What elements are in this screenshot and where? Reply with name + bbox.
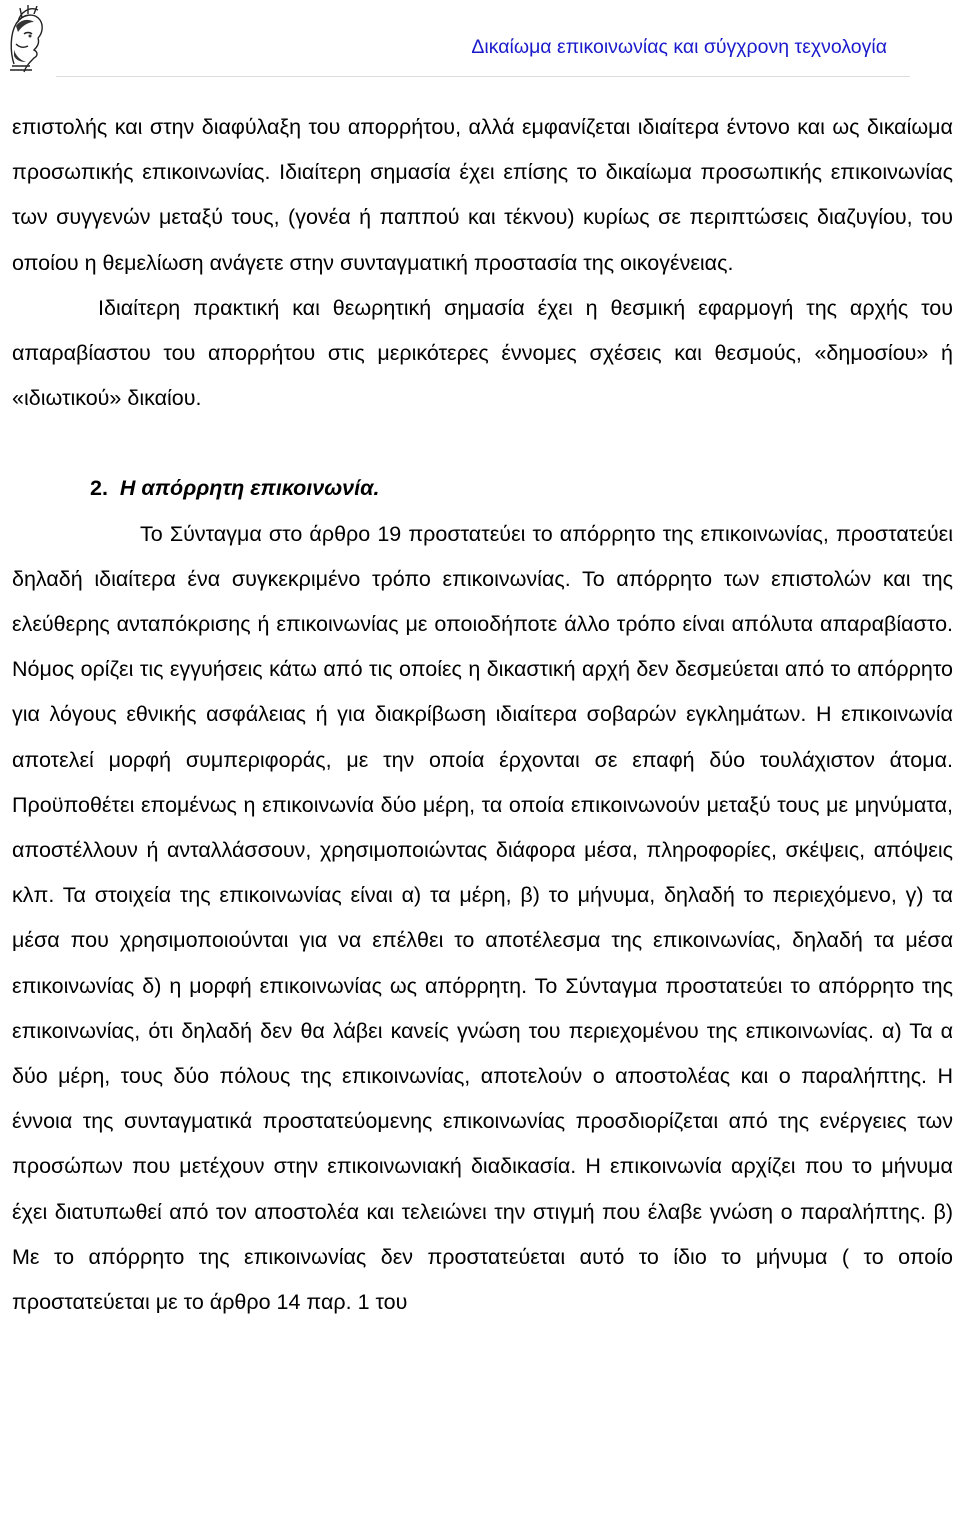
paragraph-spacer — [12, 421, 953, 466]
section-number: 2. — [90, 476, 108, 501]
paragraph: Ιδιαίτερη πρακτική και θεωρητική σημασία έχει η θεσμική εφαρμογή της αρχής του απαραβίαστου του απορρήτου στις μερικότερες έννομες σχέσεις και θεσμούς, «δημοσίου» ή «ιδιωτικού» δικαίου. — [12, 295, 953, 411]
document-body — [12, 105, 953, 1325]
paragraph-continued: επιστολής και στην διαφύλαξη του απορρήτου, αλλά εμφανίζεται ιδιαίτερα έντονο και ως δικαίωμα προσωπικής επικοινωνίας. Ιδιαίτερη σημασία έχει επίσης το δικαίωμα προσωπικής επικοινωνίας των συγγενών μεταξύ τους, (γονέα ή παππού και τέκνου) κυρίως σε περιπτώσεις διαζυγίου, του οποίου η θεμελίωση ανάγετε στην συνταγματική προστασία της οικογένειας. — [12, 115, 953, 275]
section-heading — [90, 466, 953, 511]
running-header-title: Δικαίωμα επικοινωνίας και σύγχρονη τεχνολογία — [471, 36, 887, 58]
paragraph: Το Σύνταγμα στο άρθρο 19 προστατεύει το απόρρητο της επικοινωνίας, προστατεύει δηλαδή ιδιαίτερα ένα συγκεκριμένο τρόπο επικοινωνίας. Το απόρρητο των επιστολών και της ελεύθερης ανταπόκρισης ή επικοινωνίας με οποιοδήποτε άλλο τρόπο είναι απόλυτα απαραβίαστο. Νόμος ορίζει τις εγγυήσεις κάτω από τις οποίες η δικαστική αρχή δεν δεσμεύεται από το απόρρητο για λόγους εθνικής ασφάλειας ή για διακρίβωση ιδιαίτερα σοβαρών εγκλημάτων. Η επικοινωνία αποτελεί μορφή συμπεριφοράς, με την οποία έρχονται σε επαφή δύο τουλάχιστον άτομα. Προϋποθέτει επομένως η επικοινωνία δύο μέρη, τα οποία επικοινωνούν μεταξύ τους με μηνύματα, αποστέλλουν ή ανταλλάσσουν, χρησιμοποιώντας διάφορα μέσα, πληροφορίες, σκέψεις, απόψεις κλπ. Τα στοιχεία της επικοινωνίας είναι α) τα μέρη, β) το μήνυμα, δηλαδή το περιεχόμενο, γ) τα μέσα που χρησιμοποιούνται για να επέλθει το αποτέλεσμα της επικοινωνίας, δηλαδή τα μέσα επικοινωνίας δ) η μορφή επικοινωνίας ως απόρρητη. Το Σύνταγμα προστατεύει το απόρρητο της επικοινωνίας, ότι δηλαδή δεν θα λάβει κανείς γνώση του περιεχομένου της επικοινωνίας. α) Τα α δύο μέρη, τους δύο πόλους της επικοινωνίας, αποτελούν ο αποστολέας και ο παραλήπτης. Η έννοια της συνταγματικά προστατεύομενης επικοινωνίας προσδιορίζεται από της ενέργειες των προσώπων που μετέχουν στην επικοινωνιακή διαδικασία. Η επικοινωνία αρχίζει που το μήνυμα έχει διατυπωθεί από τον αποστολέα και τελειώνει την στιγμή που έλαβε γνώση ο παραλήπτης. β) Με το απόρρητο της επικοινωνίας δεν προστατεύεται αυτό το ίδιο το μήνυμα ( το οποίο προστατεύεται με το άρθρο 14 παρ. 1 του — [12, 521, 953, 1315]
athena-head-logo-icon — [4, 4, 48, 76]
section-title: Η απόρρητη επικοινωνία. — [119, 476, 380, 501]
header-divider — [56, 76, 910, 77]
